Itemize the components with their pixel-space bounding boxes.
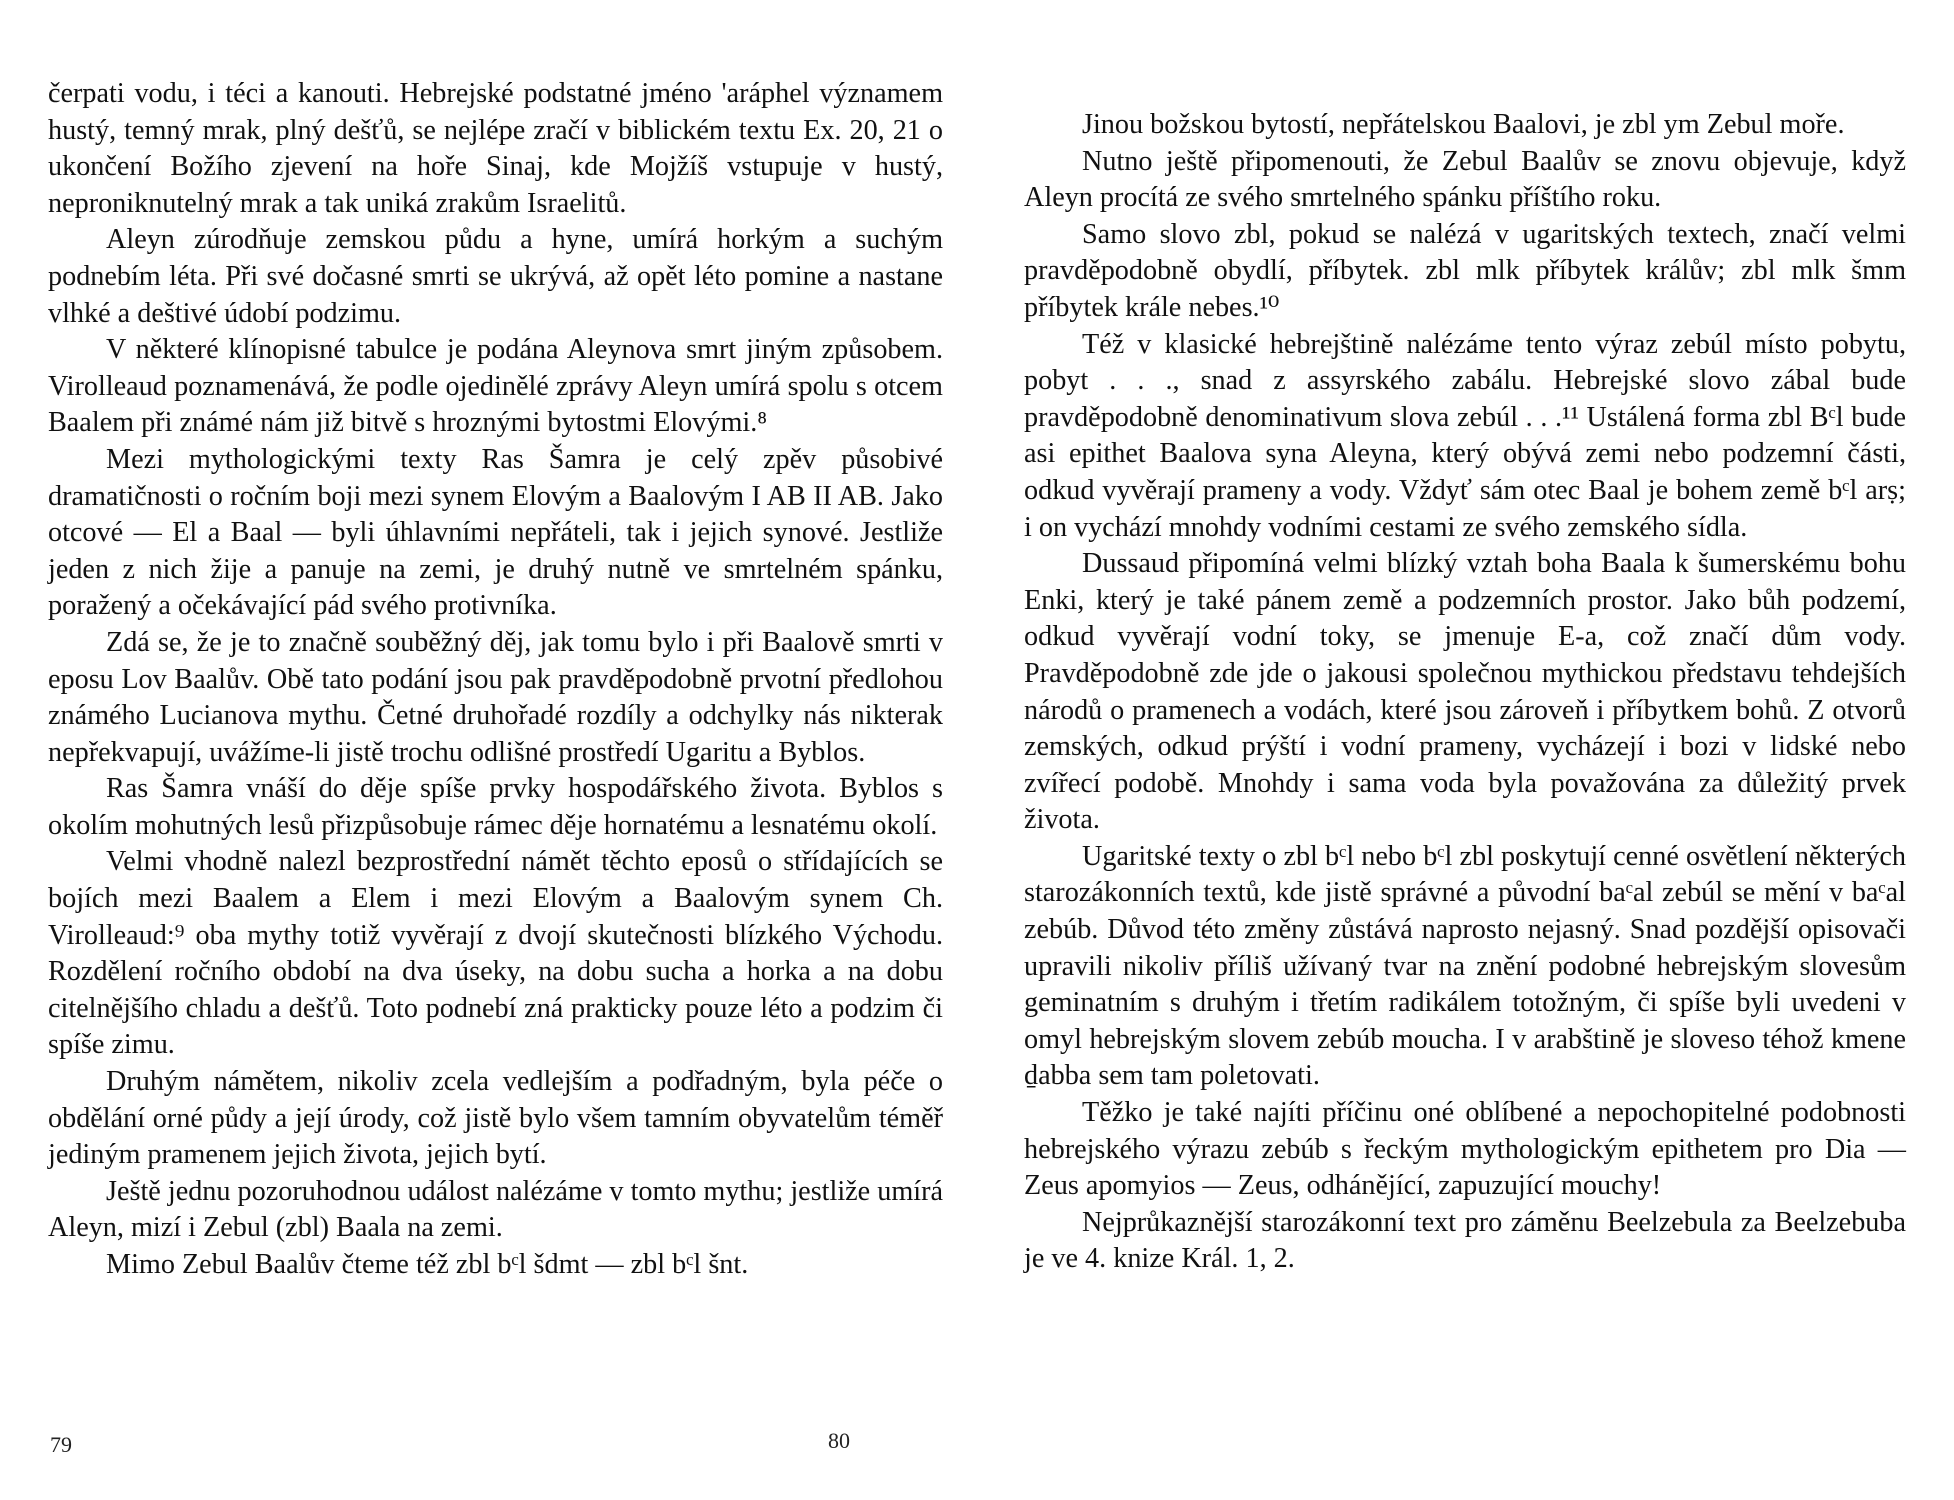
left-paragraph-10: Mimo Zebul Baalův čteme též zbl bᶜl šdmt — zbl bᶜl šnt. [106,1249,749,1280]
right-paragraph-4: Též v klasické hebrejštině nalézáme tento výraz zebúl místo pobytu, pobyt . . ., snad z assyrského zabálu. Hebrejské slovo zábal bude pravděpodobně denominativum slova zebúl . . .¹¹ Ustálená forma zbl Bᶜl bude asi epithet Baalova syna Aleyna, který obývá zemi nebo podzemní části, odkud vyvěrají prameny a vody. Vždyť sám otec Baal je bohem země bᶜl arṣ; i on vychází mnohdy vodními cestami ze svého zemského sídla. [1024,328,1906,543]
left-paragraph-5: Zdá se, že je to značně souběžný děj, jak tomu bylo i při Baalově smrti v eposu Lov Baalův. Obě tato podání jsou pak pravděpodobně prvotní předlohou známého Lucianova mythu. Četné druhořadé rozdíly a odchylky nás nikterak nepřekvapují, uvážíme-li jistě trochu odlišné prostředí Ugaritu a Byblos. [48,626,943,768]
left-paragraph-7: Velmi vhodně nalezl bezprostřední námět těchto eposů o střídajících se bojích mezi Baalem a Elem i mezi Elovým a Baalovým synem Ch. Virolleaud:⁹ oba mythy totiž vyvěrají z dvojí skutečnosti blízkého Východu. Rozdělení ročního období na dva úseky, na dobu sucha a horka a na dobu citelnějšího chladu a dešťů. Toto podnebí zná prakticky pouze léto a podzim či spíše zimu. [48,846,943,1061]
right-page-text [1024,107,1906,1278]
right-paragraph-6: Ugaritské texty o zbl bᶜl nebo bᶜl zbl poskytují cenné osvětlení některých starozákonních textů, kde jistě správné a původní baᶜal zebúl se mění v baᶜal zebúb. Důvod této změny zůstává naprosto nejasný. Snad pozdější opisovači upravili nikoliv příliš užívaný tvar na znění podobné hebrejským slovesům geminatním s druhým i třetím radikálem totožným, či spíše byli uvedeni v omyl hebrejským slovem zebúb moucha. I v arabštině je sloveso téhož kmene ḏabba sem tam poletovati. [1024,840,1906,1092]
right-paragraph-2: Nutno ještě připomenouti, že Zebul Baalův se znovu objevuje, když Aleyn procítá ze svého smrtelného spánku příštího roku. [1024,145,1906,214]
left-paragraph-4: Mezi mythologickými texty Ras Šamra je celý zpěv působivé dramatičnosti o ročním boji mezi synem Elovým a Baalovým I AB II AB. Jako otcové — El a Baal — byli úhlavními nepřáteli, tak i jejich synové. Jestliže jeden z nich žije a panuje na zemi, je druhý nutně ve smrtelném spánku, poražený a očekávající pád svého protivníka. [48,443,943,622]
left-paragraph-6: Ras Šamra vnáší do děje spíše prvky hospodářského života. Byblos s okolím mohutných lesů přizpůsobuje rámec děje hornatému a lesnatému okolí. [48,773,943,841]
right-paragraph-1: Jinou božskou bytostí, nepřátelskou Baalovi, je zbl ym Zebul moře. [1082,109,1845,140]
left-paragraph-8: Druhým námětem, nikoliv zcela vedlejším a podřadným, byla péče o obdělání orné půdy a její úrody, což jistě bylo všem tamním obyvatelům téměř jediným pramenem jejich života, jejich bytí. [48,1066,943,1171]
right-paragraph-3: Samo slovo zbl, pokud se nalézá v ugaritských textech, značí velmi pravděpodobně obydlí, příbytek. zbl mlk příbytek králův; zbl mlk šmm příbytek krále nebes.¹⁰ [1024,218,1906,323]
right-paragraph-5: Dussaud připomíná velmi blízký vztah boha Baala k šumerskému bohu Enki, který je také pánem země a podzemních prostor. Jako bůh podzemí, odkud vyvěrají vodní toky, se jmenuje E-a, což značí dům vody. Pravděpodobně zde jde o jakousi společnou mythickou představu tehdejších národů o pramenech a vodách, které jsou zároveň i příbytkem bohů. Z otvorů zemských, odkud prýští i vodní prameny, vycházejí i bozi v lidské nebo zvířecí podobě. Mnohdy i sama voda byla považována za důležitý prvek života. [1024,548,1906,836]
left-paragraph-9: Ještě jednu pozoruhodnou událost nalézáme v tomto mythu; jestliže umírá Aleyn, mizí i Zebul (zbl) Baala na zemi. [48,1175,943,1244]
right-paragraph-7: Těžko je také najíti příčinu oné oblíbené a nepochopitelné podobnosti hebrejského výrazu zebúb s řeckým mythologickým epithetem pro Dia — Zeus apomyios — Zeus, odhánějící, zapuzující mouchy! [1024,1097,1906,1202]
left-paragraph-3: V některé klínopisné tabulce je podána Aleynova smrt jiným způsobem. Virolleaud poznamenává, že podle ojedinělé zprávy Aleyn umírá spolu s otcem Baalem při známé nám již bitvě s hroznými bytostmi Elovými.⁸ [48,334,943,439]
page-number-left: 79 [50,1432,72,1457]
left-paragraph-1: čerpati vodu, i téci a kanouti. Hebrejské podstatné jméno 'aráphel významem hustý, temný mrak, plný dešťů, se nejlépe zračí v biblickém textu Ex. 20, 21 o ukončení Božího zjevení na hoře Sinaj, kde Mojžíš vstupuje v hustý, neproniknutelný mrak a tak uniká zrakům Israelitů. [48,78,943,219]
left-paragraph-2: Aleyn zúrodňuje zemskou půdu a hyne, umírá horkým a suchým podnebím léta. Při své dočasné smrti se ukrývá, až opět léto pomine a nastane vlhké a deštivé údobí podzimu. [48,224,943,329]
page-number-right: 80 [828,1428,850,1453]
left-page-text [48,76,943,1284]
right-paragraph-8: Nejprůkaznější starozákonní text pro záměnu Beelzebula za Beelzebuba je ve 4. knize Král. 1, 2. [1024,1206,1906,1275]
